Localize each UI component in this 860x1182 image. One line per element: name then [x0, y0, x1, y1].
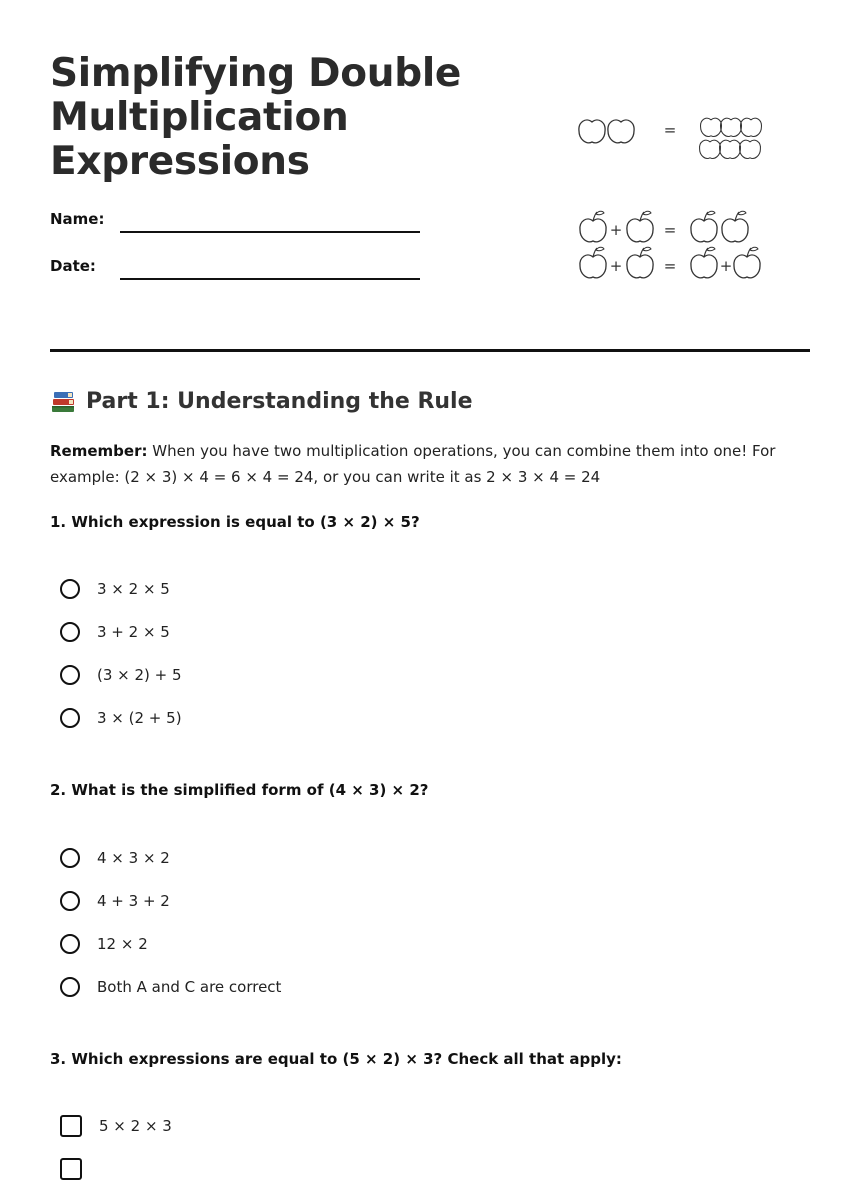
- equals-sign: =: [663, 221, 677, 239]
- radio-button[interactable]: [60, 665, 80, 685]
- apple-icon: [722, 211, 748, 242]
- option-label: 3 + 2 × 5: [97, 623, 170, 641]
- q2-option-d[interactable]: [60, 974, 281, 1000]
- apple-icon: [734, 247, 760, 278]
- apple-icon: [608, 120, 634, 143]
- apple-icon: [627, 211, 653, 242]
- q2-option-a[interactable]: [60, 845, 170, 871]
- radio-button[interactable]: [60, 891, 80, 911]
- name-line[interactable]: [120, 231, 420, 233]
- name-label: Name:: [50, 210, 105, 228]
- date-line[interactable]: [120, 278, 420, 280]
- radio-button[interactable]: [60, 579, 80, 599]
- radio-button[interactable]: [60, 977, 80, 997]
- q1-option-d[interactable]: [60, 705, 182, 731]
- q1-option-c[interactable]: [60, 662, 182, 688]
- q1-option-b[interactable]: [60, 619, 170, 645]
- radio-button[interactable]: [60, 708, 80, 728]
- apple-icon: [580, 211, 606, 242]
- worksheet-title: Simplifying Double Multiplication Expressions: [50, 51, 462, 184]
- part1-title: Part 1: Understanding the Rule: [86, 388, 473, 414]
- plus-sign: +: [609, 221, 623, 239]
- q3-option-b[interactable]: [60, 1156, 82, 1182]
- q2-option-c[interactable]: [60, 931, 148, 957]
- section-divider: [50, 349, 810, 352]
- q3-option-a[interactable]: [60, 1113, 172, 1139]
- apple-icon: [721, 118, 742, 136]
- equals-sign: =: [663, 121, 677, 139]
- apple-icon: [701, 118, 722, 136]
- equals-sign: =: [663, 257, 677, 275]
- radio-button[interactable]: [60, 622, 80, 642]
- apple-icon: [741, 118, 762, 136]
- radio-button[interactable]: [60, 848, 80, 868]
- checkbox[interactable]: [60, 1158, 82, 1180]
- date-label: Date:: [50, 257, 96, 275]
- option-label: 4 + 3 + 2: [97, 892, 170, 910]
- option-label: 3 × 2 × 5: [97, 580, 170, 598]
- apple-icon: [740, 140, 761, 158]
- question-2: 2. What is the simplified form of (4 × 3) × 2?: [50, 781, 429, 799]
- option-label: (3 × 2) + 5: [97, 666, 182, 684]
- checkbox[interactable]: [60, 1115, 82, 1137]
- q2-option-b[interactable]: [60, 888, 170, 914]
- option-label: 3 × (2 + 5): [97, 709, 182, 727]
- option-label: 5 × 2 × 3: [99, 1117, 172, 1135]
- radio-button[interactable]: [60, 934, 80, 954]
- question-3: 3. Which expressions are equal to (5 × 2) × 3? Check all that apply:: [50, 1050, 622, 1068]
- question-1: 1. Which expression is equal to (3 × 2) × 5?: [50, 513, 420, 531]
- part1-heading: [50, 388, 473, 414]
- plus-sign: +: [719, 257, 733, 275]
- apple-icon: [691, 211, 717, 242]
- remember-note: [50, 438, 810, 490]
- q1-option-a[interactable]: [60, 576, 170, 602]
- option-label: 12 × 2: [97, 935, 148, 953]
- apple-equation-illustration: [570, 106, 780, 286]
- remember-text: When you have two multiplication operations, you can combine them into one! For example: (2 × 3) × 4 = 6 × 4 = 24, or you can write it as 2 × 3 × 4 = 24: [50, 442, 776, 486]
- option-label: Both A and C are correct: [97, 978, 282, 996]
- books-icon: [50, 388, 76, 414]
- remember-label: Remember:: [50, 442, 148, 460]
- apple-icon: [720, 140, 741, 158]
- apple-icon: [700, 140, 721, 158]
- option-label: 4 × 3 × 2: [97, 849, 170, 867]
- plus-sign: +: [609, 257, 623, 275]
- apple-icon: [691, 247, 717, 278]
- apple-icon: [580, 247, 606, 278]
- apple-icon: [627, 247, 653, 278]
- apple-icon: [579, 120, 605, 143]
